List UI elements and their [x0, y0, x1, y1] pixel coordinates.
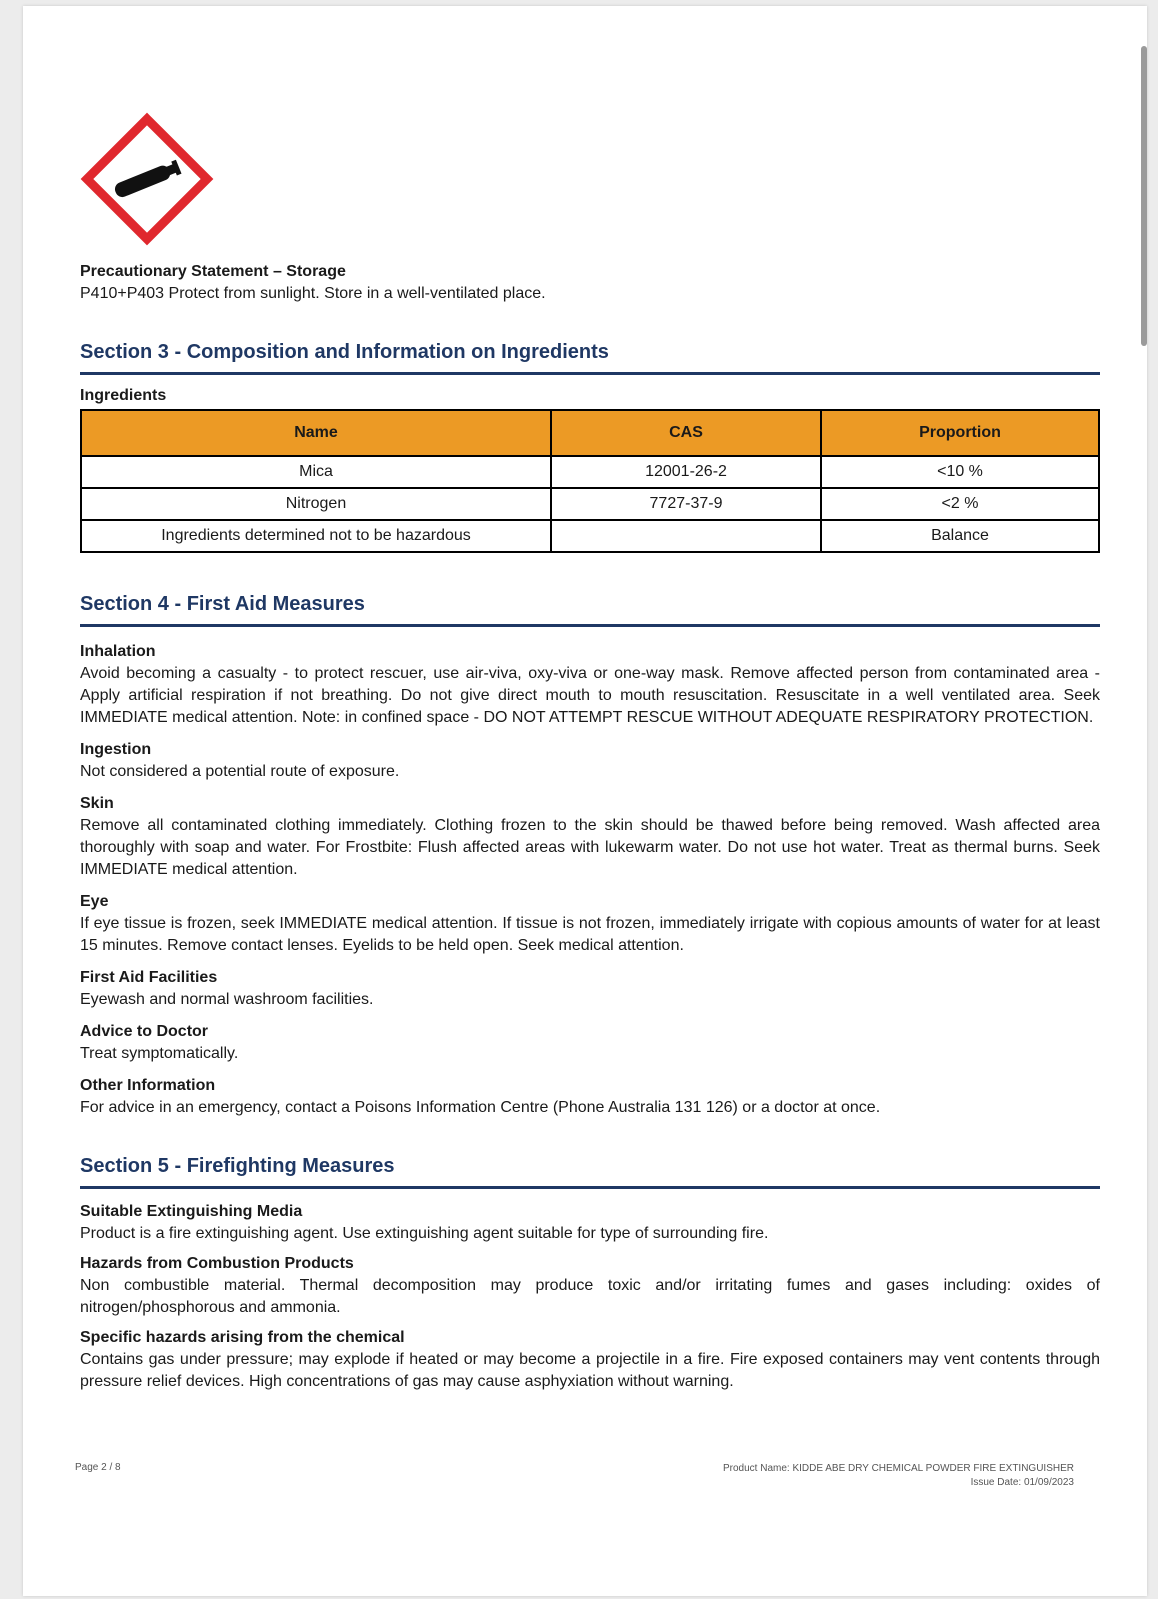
item-label: Skin — [80, 795, 114, 812]
document-content — [80, 261, 1100, 1403]
scrollbar[interactable] — [1141, 46, 1147, 346]
item-text: Treat symptomatically. — [80, 1045, 239, 1062]
issue-date: Issue Date: 01/09/2023 — [970, 1477, 1074, 1488]
firefighting-specific-hazards — [80, 1327, 1100, 1393]
item-text: Eyewash and normal washroom facilities. — [80, 991, 374, 1008]
page-number: Page 2 / 8 — [75, 1462, 121, 1473]
item-label: Other Information — [80, 1077, 216, 1094]
item-text: If eye tissue is frozen, seek IMMEDIATE medical attention. If tissue is not frozen, immediately irrigate with copious amounts of water for at least 15 minutes. Remove contact lenses. Eyelids to be held open. Seek medical attention. — [80, 915, 1100, 954]
cell-cas: 7727-37-9 — [551, 488, 821, 520]
cell-proportion: <10 % — [821, 456, 1099, 488]
item-label: Eye — [80, 893, 109, 910]
section5-title: Section 5 - Firefighting Measures — [80, 1155, 1100, 1189]
first-aid-other-info — [80, 1075, 1100, 1119]
section5-body — [80, 1201, 1100, 1393]
item-label: Inhalation — [80, 643, 156, 660]
first-aid-ingestion — [80, 739, 1100, 783]
column-header-proportion: Proportion — [821, 410, 1099, 456]
section3-title: Section 3 - Composition and Information on Ingredients — [80, 341, 1100, 375]
item-label: Advice to Doctor — [80, 1023, 209, 1040]
table-row — [81, 488, 1099, 520]
firefighting-media — [80, 1201, 1100, 1245]
document-page — [23, 6, 1147, 1596]
storage-text: P410+P403 Protect from sunlight. Store in a well-ventilated place. — [80, 285, 546, 302]
footer-product-info — [723, 1462, 1074, 1490]
ingredients-table — [80, 409, 1100, 553]
table-row — [81, 456, 1099, 488]
table-header-row — [81, 410, 1099, 456]
cell-name: Ingredients determined not to be hazardous — [81, 520, 551, 552]
section4-body — [80, 641, 1100, 1119]
item-text: For advice in an emergency, contact a Poisons Information Centre (Phone Australia 131 126) or a doctor at once. — [80, 1099, 881, 1116]
gas-cylinder-pictogram-icon — [79, 111, 215, 247]
first-aid-facilities — [80, 967, 1100, 1011]
item-label: Ingestion — [80, 741, 152, 758]
product-name: Product Name: KIDDE ABE DRY CHEMICAL POWDER FIRE EXTINGUISHER — [722, 1463, 1074, 1474]
section4-title: Section 4 - First Aid Measures — [80, 593, 1100, 627]
first-aid-inhalation — [80, 641, 1100, 729]
cell-name: Mica — [81, 456, 551, 488]
item-text: Avoid becoming a casualty - to protect rescuer, use air-viva, oxy-viva or one-way mask. Remove affected person from contaminated area - Apply artificial respiration if not breathing. Do not give direct mouth to mouth resuscitation. Resuscitate in a well ventilated area. Seek IMMEDIATE medical attention. Note: in confined space - DO NOT ATTEMPT RESCUE WITHOUT ADEQUATE RESPIRATORY PROTECTION. — [80, 665, 1100, 726]
item-label: Hazards from Combustion Products — [80, 1255, 354, 1272]
item-label: Suitable Extinguishing Media — [80, 1203, 303, 1220]
cell-cas — [551, 520, 821, 552]
cell-name: Nitrogen — [81, 488, 551, 520]
item-text: Non combustible material. Thermal decomposition may produce toxic and/or irritating fumes and gases including: oxides of nitrogen/phosphorous and ammonia. — [80, 1277, 1100, 1316]
ingredients-label: Ingredients — [80, 387, 167, 404]
first-aid-advice-doctor — [80, 1021, 1100, 1065]
item-text: Remove all contaminated clothing immediately. Clothing frozen to the skin should be thawed before being removed. Wash affected area thoroughly with soap and water. For Frostbite: Flush affected areas with lukewarm water. Do not use hot water. Treat as thermal burns. Seek IMMEDIATE medical attention. — [80, 817, 1100, 878]
item-text: Product is a fire extinguishing agent. Use extinguishing agent suitable for type of surrounding fire. — [80, 1225, 769, 1242]
cell-proportion: Balance — [821, 520, 1099, 552]
item-label: First Aid Facilities — [80, 969, 218, 986]
cell-cas: 12001-26-2 — [551, 456, 821, 488]
item-text: Not considered a potential route of exposure. — [80, 763, 400, 780]
item-text: Contains gas under pressure; may explode if heated or may become a projectile in a fire. Fire exposed containers may vent contents through pressure relief devices. High concentrations of gas may cause asphyxiation without warning. — [80, 1351, 1100, 1390]
first-aid-skin — [80, 793, 1100, 881]
storage-statement — [80, 261, 1100, 305]
cell-proportion: <2 % — [821, 488, 1099, 520]
table-row — [81, 520, 1099, 552]
column-header-name: Name — [81, 410, 551, 456]
column-header-cas: CAS — [551, 410, 821, 456]
item-label: Specific hazards arising from the chemical — [80, 1329, 405, 1346]
first-aid-eye — [80, 891, 1100, 957]
storage-heading: Precautionary Statement – Storage — [80, 263, 346, 280]
firefighting-combustion — [80, 1253, 1100, 1319]
